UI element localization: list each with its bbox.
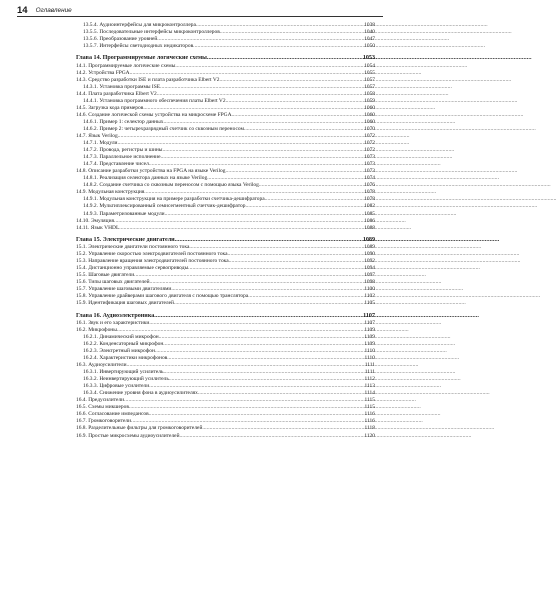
toc-entry-page: 1090 xyxy=(364,251,375,258)
dot-leader xyxy=(219,77,363,84)
toc-entry-title: 15.4. Дистанционно управляемые сервоприводы xyxy=(76,265,189,272)
toc-entry[interactable] xyxy=(76,265,375,272)
toc-entry-title: Глава 14. Программируемые логические схемы xyxy=(76,55,207,62)
toc-entry-page: 1089 xyxy=(362,236,375,243)
toc-entry-page: 1055 xyxy=(364,69,375,76)
toc-entry-title: 15.5. Шаговые двигатели xyxy=(76,272,135,279)
page-header xyxy=(17,4,383,16)
page-number: 14 xyxy=(17,4,28,16)
dot-leader xyxy=(180,433,364,440)
toc-entry-page: 1057 xyxy=(364,76,375,83)
toc-entry-page: 1098 xyxy=(364,279,375,286)
toc-entry-page: 1072 xyxy=(364,140,375,147)
toc-entry-title: 14.6. Создание логической схемы устройства на микросхеме FPGA xyxy=(76,111,232,118)
toc-entry-page: 1076 xyxy=(364,182,375,189)
dot-leader xyxy=(154,313,362,320)
toc-entry-page: 1100 xyxy=(364,286,375,293)
header-rule xyxy=(17,16,383,17)
toc-entry-title: 15.1. Электрические двигатели постоянного тока xyxy=(76,244,190,250)
dot-leader xyxy=(175,63,363,70)
toc-entry-page: 1054 xyxy=(364,62,375,69)
dot-leader xyxy=(117,327,363,334)
dot-leader xyxy=(174,300,363,307)
toc-entry-title: 15.7. Управление шаговыми двигателями xyxy=(76,286,172,293)
toc-entry-title: 16.3.3. Цифровые усилители xyxy=(83,383,150,390)
toc-entry-page: 1072 xyxy=(364,147,375,154)
dot-leader xyxy=(159,334,364,341)
toc-entry-title: 14.4. Плата разработчика Elbert V2 xyxy=(76,90,157,97)
dot-leader xyxy=(229,258,363,265)
toc-entry[interactable] xyxy=(76,133,375,140)
dot-leader xyxy=(244,126,363,133)
toc-entry-page: 1116 xyxy=(364,411,375,418)
dot-leader xyxy=(167,355,363,362)
toc-entry-page: 1112 xyxy=(364,376,375,383)
toc-entry[interactable] xyxy=(76,334,375,341)
toc-entry-title: 14.8.1. Реализация селектора данных на языке Verilog xyxy=(83,175,208,182)
toc-entry-page: 1070 xyxy=(364,125,375,132)
toc-entry-page: 1110 xyxy=(364,347,375,354)
dot-leader xyxy=(165,211,364,218)
toc-entry-page: 1092 xyxy=(364,258,375,265)
toc-entry-title: 15.6. Типы шаговых двигателей xyxy=(76,279,150,286)
dot-leader xyxy=(198,390,364,397)
dot-leader xyxy=(220,29,363,36)
toc-entry-title: 14.7.4. Представление чисел xyxy=(83,161,149,168)
toc-entry[interactable] xyxy=(76,244,375,251)
dot-leader xyxy=(196,22,363,29)
toc-entry-page: 1050 xyxy=(364,43,375,50)
dot-leader xyxy=(188,265,363,272)
toc-entry-page: 1097 xyxy=(364,272,375,279)
toc-entry[interactable] xyxy=(76,341,375,348)
toc-entry-title: 13.5.7. Интерфейсы светодиодных индикаторов xyxy=(83,43,194,50)
toc-entry-page: 1073 xyxy=(364,168,375,175)
toc-entry-title: Глава 16. Аудиоэлектроника xyxy=(76,312,155,319)
toc-entry[interactable] xyxy=(76,182,375,189)
toc-entry-title: 16.8. Разделительные фильтры для громкоговорителей xyxy=(76,425,203,432)
toc-entry-page: 1115 xyxy=(364,404,375,411)
dot-leader xyxy=(163,369,363,376)
toc-entry[interactable] xyxy=(76,211,375,218)
dot-leader xyxy=(129,404,364,411)
toc-entry[interactable] xyxy=(76,327,375,334)
dot-leader xyxy=(117,140,363,147)
dot-leader xyxy=(143,105,363,112)
toc-entry-page: 1057 xyxy=(364,83,375,90)
toc-entry-title: 16.4. Предусилители xyxy=(76,397,125,404)
dot-leader xyxy=(150,279,364,286)
toc-entry-page: 1089 xyxy=(364,244,375,250)
toc-entry[interactable] xyxy=(76,355,375,362)
dot-leader xyxy=(189,244,363,251)
toc-entry-title: 14.9.2. Мультиплексированный семисегментный счетчик-дешифратор xyxy=(83,203,246,210)
toc-entry-page: 1094 xyxy=(364,265,375,272)
toc-entry-page: 1085 xyxy=(364,210,375,217)
dot-leader xyxy=(149,320,363,327)
toc-entry-title: 16.3. Аудиоусилители xyxy=(76,362,127,369)
toc-entry-page: 1047 xyxy=(364,36,375,43)
dot-leader xyxy=(169,376,364,383)
toc-entry-title: 14.3. Средство разработки ISE и плата разработчика Elbert V2 xyxy=(76,76,220,83)
dot-leader xyxy=(114,218,363,225)
toc-entry-title: 14.7.3. Параллельное исполнение xyxy=(83,154,161,161)
dot-leader xyxy=(265,196,364,203)
toc-entry-title: 16.2.4. Характеристики микрофонов xyxy=(83,355,168,361)
toc-entry[interactable] xyxy=(76,348,375,355)
toc-entry-page: 1060 xyxy=(364,104,375,111)
toc-entry-page: 1116 xyxy=(364,418,375,425)
toc-entry-title: 14.10. Эмуляция xyxy=(76,217,114,224)
dot-leader xyxy=(202,425,363,432)
dot-leader xyxy=(157,91,363,98)
toc-entry-page: 1109 xyxy=(364,333,375,340)
dot-leader xyxy=(149,411,364,418)
toc-entry-title: 16.2.3. Электретный микрофон xyxy=(83,347,155,354)
toc-entry-page: 1082 xyxy=(364,203,375,210)
dot-leader xyxy=(259,182,363,189)
toc-entry-title: 14.3.1. Установка программы ISE xyxy=(83,83,161,90)
dot-leader xyxy=(248,293,363,300)
toc-entry[interactable] xyxy=(76,300,375,307)
toc-chapter-entry[interactable] xyxy=(76,313,375,320)
toc-entry-title: 13.5.6. Преобразование уровней xyxy=(83,36,158,43)
toc-entry-page: 1110 xyxy=(364,355,375,361)
dot-leader xyxy=(245,203,363,210)
toc-entry-page: 1074 xyxy=(364,175,375,182)
toc-entry[interactable] xyxy=(76,203,375,210)
toc-entry-page: 1102 xyxy=(364,293,375,300)
toc-entry[interactable] xyxy=(76,225,375,232)
toc-entry-title: Глава 15. Электрические двигатели xyxy=(76,236,175,243)
toc-entry[interactable] xyxy=(76,140,375,147)
toc-entry-title: 16.5. Схемы микшеров xyxy=(76,404,129,411)
toc-entry[interactable] xyxy=(76,43,375,50)
toc-entry-page: 1078 xyxy=(364,196,375,203)
dot-leader xyxy=(232,112,364,119)
toc-entry-page: 1109 xyxy=(364,340,375,347)
dot-leader xyxy=(134,272,363,279)
toc-entry[interactable] xyxy=(76,168,375,175)
toc-entry[interactable] xyxy=(76,63,375,70)
toc-entry-page: 1113 xyxy=(364,383,375,390)
toc-entry-title: 14.9. Модульная конструкция xyxy=(76,189,145,196)
toc-entry[interactable] xyxy=(76,84,375,91)
toc-entry-page: 1059 xyxy=(364,97,375,104)
toc-entry[interactable] xyxy=(76,126,375,133)
toc-entry[interactable] xyxy=(76,147,375,154)
toc-entry-page: 1072 xyxy=(364,133,375,139)
toc-entry[interactable] xyxy=(76,433,375,440)
toc-chapter-entry[interactable] xyxy=(76,237,375,244)
table-of-contents xyxy=(76,22,375,440)
toc-entry-page: 1060 xyxy=(364,118,375,125)
dot-leader xyxy=(163,119,363,126)
toc-entry-title: 14.1. Программируемые логические схемы xyxy=(76,62,176,69)
toc-entry[interactable] xyxy=(76,70,375,77)
toc-entry-page: 1058 xyxy=(364,90,375,97)
dot-leader xyxy=(207,175,363,182)
toc-entry[interactable] xyxy=(76,390,375,397)
toc-entry-title: 16.2. Микрофоны xyxy=(76,326,117,333)
toc-entry[interactable] xyxy=(76,105,375,112)
toc-entry-title: 16.6. Согласование импедансов xyxy=(76,411,149,418)
dot-leader xyxy=(155,348,364,355)
toc-entry-title: 14.8. Описание разработки устройства на FPGA на языке Verilog xyxy=(76,168,226,175)
toc-entry[interactable] xyxy=(76,425,375,432)
toc-entry-title: 16.3.1. Инвертирующий усилитель xyxy=(83,369,164,376)
toc-entry-title: 16.1. Звук и его характеристики xyxy=(76,319,150,326)
toc-entry[interactable] xyxy=(76,397,375,404)
toc-entry-page: 1114 xyxy=(364,390,375,397)
toc-entry[interactable] xyxy=(76,77,375,84)
dot-leader xyxy=(119,225,363,232)
running-title: Оглавление xyxy=(35,6,72,14)
toc-entry[interactable] xyxy=(76,175,375,182)
toc-entry-title: 14.11. Язык VHDL xyxy=(76,224,120,231)
toc-entry-title: 15.3. Направление вращения электродвигателей постоянного тока xyxy=(76,258,229,265)
toc-entry-page: 1111 xyxy=(364,369,375,376)
toc-entry[interactable] xyxy=(76,258,375,265)
toc-entry-title: 15.9. Идентификация шаговых двигателей xyxy=(76,300,174,307)
toc-entry-page: 1038 xyxy=(364,22,375,28)
toc-entry-page: 1115 xyxy=(364,397,375,404)
toc-entry[interactable] xyxy=(76,154,375,161)
dot-leader xyxy=(193,43,363,50)
toc-entry[interactable] xyxy=(76,404,375,411)
dot-leader xyxy=(124,397,363,404)
dot-leader xyxy=(226,98,364,105)
toc-entry-title: 16.2.1. Динамический микрофон xyxy=(83,333,159,340)
dot-leader xyxy=(163,341,363,348)
dot-leader xyxy=(160,84,363,91)
toc-entry-page: 1111 xyxy=(364,362,375,369)
toc-entry-page: 1107 xyxy=(364,319,375,326)
dot-leader xyxy=(175,237,362,244)
dot-leader xyxy=(130,70,364,77)
toc-entry-title: 14.9.1. Модульная конструкция на примере разработки счетчика-дешифратора xyxy=(83,196,265,203)
toc-entry-title: 14.4.1. Установка программного обеспечения платы Elbert V2 xyxy=(83,97,226,104)
toc-entry-title: 15.8. Управление драйверами шагового двигателя с помощью транслятора xyxy=(76,293,249,300)
toc-entry-title: 14.7.2. Провода, регистры и шины xyxy=(83,147,163,154)
toc-entry-title: 14.7. Язык Verilog xyxy=(76,133,118,139)
toc-entry-title: 14.5. Загрузка кода примеров xyxy=(76,104,144,111)
toc-entry-page: 1086 xyxy=(364,217,375,224)
toc-entry-title: 16.2.2. Конденсаторный микрофон xyxy=(83,340,164,347)
dot-leader xyxy=(225,168,363,175)
toc-entry-title: 13.5.4. Аудиоинтерфейсы для микроконтроллера xyxy=(83,22,196,28)
dot-leader xyxy=(207,55,362,62)
toc-entry[interactable] xyxy=(76,119,375,126)
toc-entry-page: 1088 xyxy=(364,224,375,231)
toc-entry[interactable] xyxy=(76,411,375,418)
toc-entry-title: 16.3.2. Неинвертирующий усилитель xyxy=(83,376,169,383)
toc-entry-title: 14.6.2. Пример 2: четырехразрядный счетчик со сквозным переносом xyxy=(83,125,244,132)
toc-entry-title: 13.5.5. Последовательные интерфейсы микроконтроллеров xyxy=(83,29,220,36)
toc-entry-title: 16.9. Простые микросхемы аудиоусилителей xyxy=(76,432,180,439)
toc-entry-page: 1120 xyxy=(364,432,375,439)
toc-entry-page: 1053 xyxy=(362,55,375,62)
toc-entry-page: 1073 xyxy=(364,161,375,168)
toc-entry[interactable] xyxy=(76,22,375,29)
toc-entry-page: 1105 xyxy=(364,300,375,307)
toc-entry-page: 1107 xyxy=(363,312,375,319)
toc-entry[interactable] xyxy=(76,98,375,105)
dot-leader xyxy=(228,251,364,258)
toc-entry-page: 1078 xyxy=(364,189,375,196)
toc-entry[interactable] xyxy=(76,218,375,225)
toc-entry-title: 14.6.1. Пример 1: селектор данных xyxy=(83,118,164,125)
toc-entry-title: 14.9.3. Параметризованные модули xyxy=(83,210,165,217)
toc-entry-page: 1109 xyxy=(364,326,375,333)
dot-leader xyxy=(161,154,364,161)
toc-entry-title: 14.7.1. Модули xyxy=(83,140,118,147)
toc-entry-page: 1040 xyxy=(364,29,375,36)
toc-entry-page: 1060 xyxy=(364,111,375,118)
toc-entry[interactable] xyxy=(76,279,375,286)
toc-entry-title: 14.8.2. Создание счетчика со сквозным переносом с помощью языка Verilog xyxy=(83,182,259,189)
toc-entry-title: 15.2. Управление скоростью электродвигателей постоянного тока xyxy=(76,251,228,258)
toc-entry-page: 1118 xyxy=(364,425,375,432)
toc-entry[interactable] xyxy=(76,320,375,327)
dot-leader xyxy=(118,133,363,140)
dot-leader xyxy=(162,147,363,154)
toc-entry[interactable] xyxy=(76,112,375,119)
toc-entry-title: 14.2. Устройства FPGA xyxy=(76,69,130,76)
toc-entry-title: 16.7. Громкоговорители xyxy=(76,418,131,425)
toc-chapter-entry[interactable] xyxy=(76,55,375,62)
toc-entry[interactable] xyxy=(76,91,375,98)
toc-entry-title: 16.3.4. Снижение уровня фона в аудиоусилителях xyxy=(83,390,198,397)
toc-entry-page: 1073 xyxy=(364,154,375,161)
